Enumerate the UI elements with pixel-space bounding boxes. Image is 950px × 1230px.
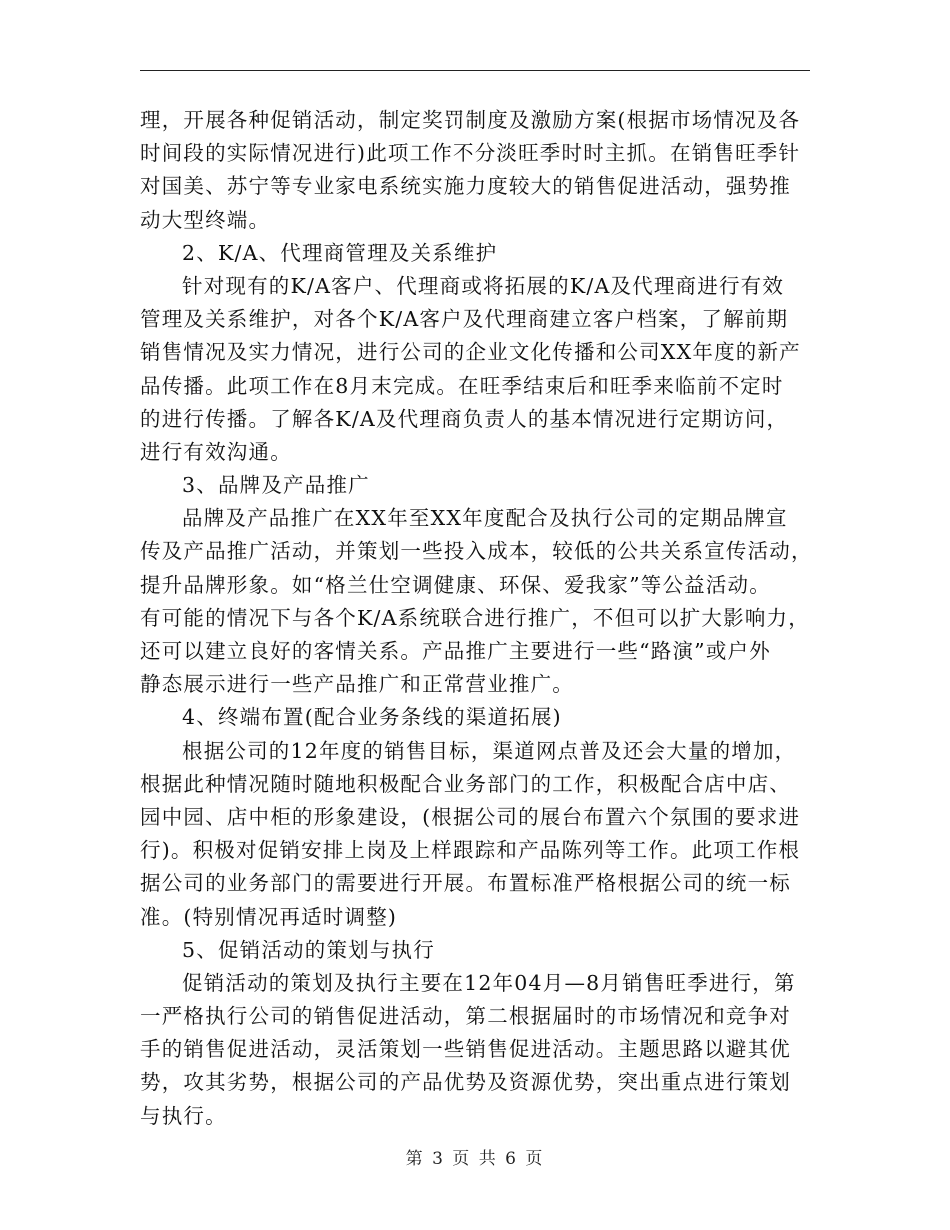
document-body	[140, 104, 813, 1133]
text-line: 销售情况及实力情况，进行公司的企业文化传播和公司XX年度的新产	[140, 340, 801, 365]
text-line: 3、品牌及产品推广	[182, 473, 370, 498]
text-line: 园中园、店中柜的形象建设，(根据公司的展台布置六个氛围的要求进	[140, 804, 801, 829]
text-line: 4、终端布置(配合业务条线的渠道拓展)	[182, 705, 562, 730]
text-line: 还可以建立良好的客情关系。产品推广主要进行一些“路演”或户外	[140, 639, 771, 663]
text-line: 根据公司的12年度的销售目标，渠道网点普及还会大量的增加，	[182, 738, 797, 763]
text-line: 促销活动的策划及执行主要在12年04月—8月销售旺季进行，第	[182, 970, 796, 995]
text-line: 准。(特别情况再适时调整)	[140, 904, 398, 929]
text-line: 针对现有的K/A客户、代理商或将拓展的K/A及代理商进行有效	[182, 273, 785, 298]
header-rule	[140, 70, 810, 71]
page-number-label: 第 3 页 共 6 页	[405, 1149, 545, 1169]
text-line: 有可能的情况下与各个K/A系统联合进行推广，不但可以扩大影响力，	[140, 605, 810, 630]
text-line: 行)。积极对促销安排上岗及上样跟踪和产品陈列等工作。此项工作根	[140, 838, 801, 863]
text-line: 理，开展各种促销活动，制定奖罚制度及激励方案(根据市场情况及各	[140, 108, 801, 132]
text-line: 与执行。	[140, 1103, 227, 1128]
text-line: 静态展示进行一些产品推广和正常营业推广。	[140, 672, 574, 697]
text-line: 品传播。此项工作在8月末完成。在旺季结束后和旺季来临前不定时	[140, 373, 784, 398]
text-line: 根据此种情况随时随地积极配合业务部门的工作，积极配合店中店、	[140, 771, 791, 796]
page-number-footer	[0, 1144, 950, 1169]
text-line: 2、K/A、代理商管理及关系维护	[182, 240, 498, 265]
text-line: 一严格执行公司的销售促进活动，第二根据届时的市场情况和竞争对	[140, 1004, 791, 1029]
text-line: 据公司的业务部门的需要进行开展。布置标准严格根据公司的统一标	[140, 871, 791, 896]
text-line: 管理及关系维护，对各个K/A客户及代理商建立客户档案，了解前期	[140, 307, 789, 332]
text-line: 的进行传播。了解各K/A及代理商负责人的基本情况进行定期访问，	[140, 406, 789, 431]
text-line: 5、促销活动的策划与执行	[182, 937, 435, 962]
text-line: 时间段的实际情况进行)此项工作不分淡旺季时时主抓。在销售旺季针	[140, 141, 801, 166]
text-line: 手的销售促进活动，灵活策划一些销售促进活动。主题思路以避其优	[140, 1037, 791, 1062]
text-line: 品牌及产品推广在XX年至XX年度配合及执行公司的定期品牌宣	[182, 506, 788, 531]
text-line: 势，攻其劣势，根据公司的产品优势及资源优势，突出重点进行策划	[140, 1070, 791, 1095]
text-line: 提升品牌形象。如“格兰仕空调健康、环保、爱我家”等公益活动。	[140, 572, 771, 597]
text-line: 对国美、苏宁等专业家电系统实施力度较大的销售促进活动，强势推	[140, 174, 791, 199]
text-line: 进行有效沟通。	[140, 439, 292, 464]
text-line: 传及产品推广活动，并策划一些投入成本，较低的公共关系宣传活动，	[140, 539, 813, 564]
text-line: 动大型终端。	[140, 207, 271, 232]
